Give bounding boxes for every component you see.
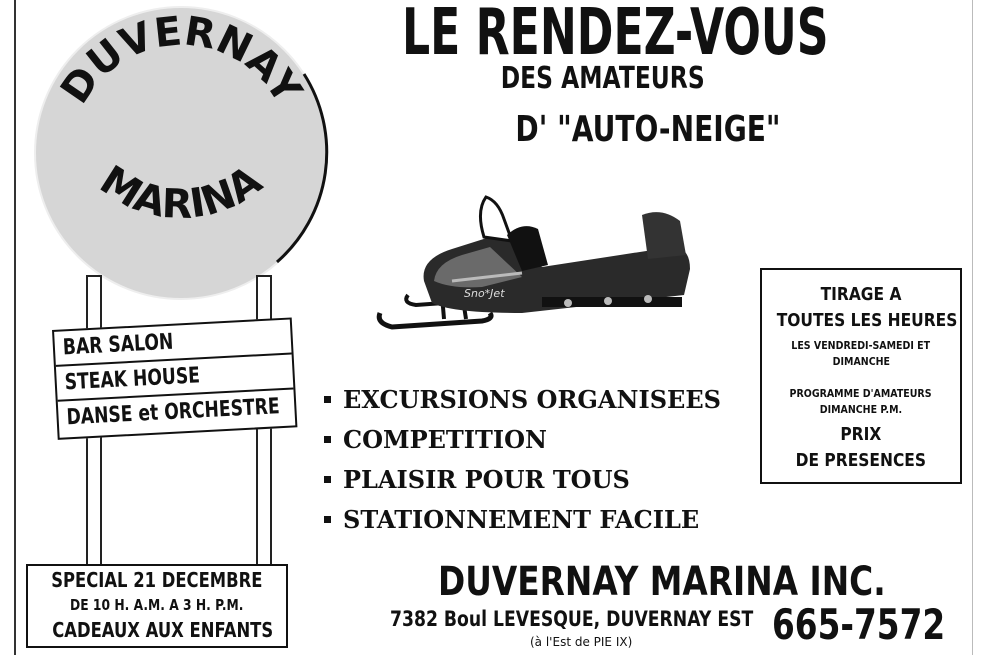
special-hours: DE 10 H. A.M. A 3 H. P.M. [70, 596, 244, 614]
draw-info-box [760, 268, 962, 484]
tirage-line6: DIMANCHE P.M. [819, 403, 903, 416]
bullet-icon [324, 396, 331, 403]
tirage-line3: LES VENDREDI-SAMEDI ET [791, 339, 931, 352]
sign-board [52, 317, 297, 439]
marina-sign-circle [32, 4, 330, 302]
address-note: (à l'Est de PIE IX) [530, 635, 633, 649]
subhead-line2: D' "AUTO-NEIGE" [515, 109, 781, 150]
bullet-icon [324, 476, 331, 483]
sign-bottom-text: MARINA [91, 157, 271, 229]
snowmobile-brand-label: Sno*Jet [464, 287, 505, 300]
tirage-line8: DE PRESENCES [795, 450, 927, 471]
headline: LE RENDEZ-VOUS [402, 0, 829, 70]
list-item: PLAISIR POUR TOUS [324, 460, 744, 500]
phone-number: 665-7572 [772, 600, 946, 649]
tirage-line5: PROGRAMME D'AMATEURS [790, 387, 932, 400]
bullet-icon [324, 516, 331, 523]
board-row-danse: DANSE et ORCHESTRE [65, 394, 281, 431]
special-gifts: CADEAUX AUX ENFANTS [52, 618, 274, 642]
board-row-steak-house: STEAK HOUSE [56, 354, 294, 401]
company-address: 7382 Boul LEVESQUE, DUVERNAY EST [390, 607, 754, 631]
bullet-icon [324, 436, 331, 443]
tirage-line2: TOUTES LES HEURES [776, 310, 958, 331]
snowmobile-icon [372, 185, 702, 335]
special-event-box [26, 564, 288, 648]
tirage-line7: PRIX [840, 424, 882, 445]
list-item: COMPETITION [324, 420, 744, 460]
list-item: STATIONNEMENT FACILE [324, 500, 744, 540]
sign-top-text: DUVERNAY [52, 8, 311, 112]
board-row-bar-salon: BAR SALON [54, 320, 292, 367]
subhead-line1: DES AMATEURS [501, 61, 705, 96]
tirage-line1: TIRAGE A [820, 284, 902, 305]
list-item: EXCURSIONS ORGANISEES [324, 380, 744, 420]
tirage-line4: DIMANCHE [832, 355, 890, 368]
right-border-line [972, 0, 973, 655]
special-date: SPECIAL 21 DECEMBRE [51, 568, 263, 592]
company-name: DUVERNAY MARINA INC. [438, 559, 886, 605]
feature-list [324, 380, 744, 540]
left-border-line [14, 0, 16, 655]
